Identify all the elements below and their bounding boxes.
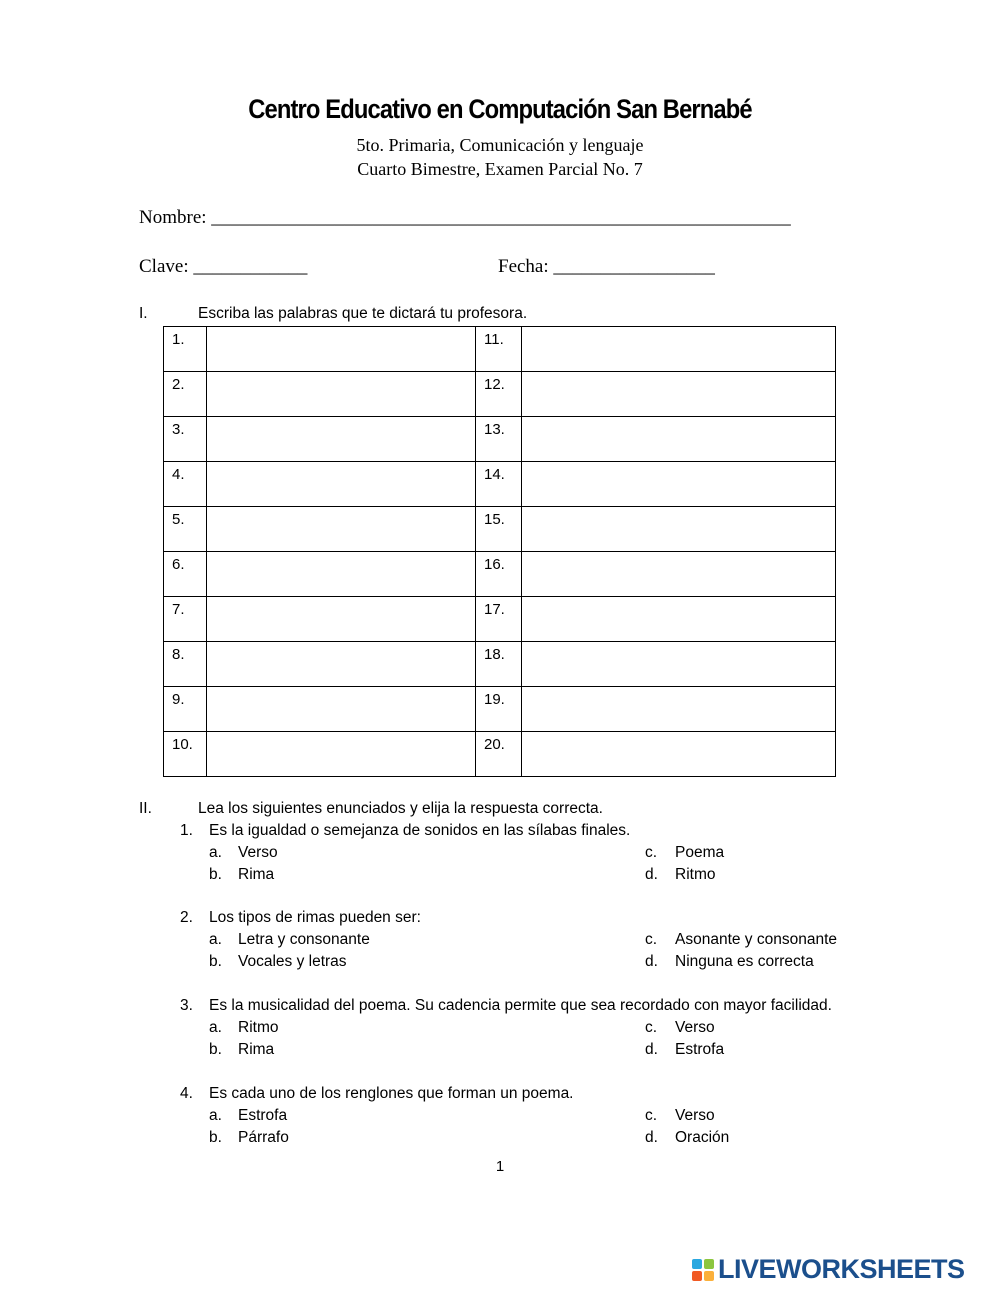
answer-cell[interactable] [207, 327, 476, 372]
row-number: 16. [476, 552, 522, 597]
row-number: 5. [164, 507, 207, 552]
option-text[interactable]: Ninguna es correcta [675, 953, 814, 970]
option-letter: d. [645, 866, 658, 883]
section1-number: I. [139, 305, 148, 322]
table-row [164, 732, 836, 777]
option-text[interactable]: Letra y consonante [238, 931, 370, 948]
row-number: 9. [164, 687, 207, 732]
option-text[interactable]: Estrofa [675, 1041, 725, 1058]
option-letter: d. [645, 1041, 658, 1058]
question-text: Es cada uno de los renglones que forman un poema. [209, 1085, 574, 1102]
answer-cell[interactable] [207, 462, 476, 507]
table-row [164, 507, 836, 552]
option-text[interactable]: Rima [238, 866, 275, 883]
question-number: 3. [180, 997, 193, 1014]
section1-instruction: Escriba las palabras que te dictará tu profesora. [198, 305, 528, 322]
row-number: 15. [476, 507, 522, 552]
fecha-field[interactable]: Fecha: _________________ [498, 256, 715, 277]
row-number: 11. [476, 327, 522, 372]
row-number: 4. [164, 462, 207, 507]
logo-block [692, 1271, 702, 1281]
exam-subtitle: Cuarto Bimestre, Examen Parcial No. 7 [357, 159, 643, 179]
answer-cell[interactable] [522, 327, 836, 372]
dictation-table [163, 326, 836, 777]
logo-text: LIVEWORKSHEETS [718, 1254, 965, 1284]
row-number: 3. [164, 417, 207, 462]
row-number: 18. [476, 642, 522, 687]
option-letter: c. [645, 1019, 658, 1036]
option-text[interactable]: Ritmo [238, 1019, 279, 1036]
row-number: 6. [164, 552, 207, 597]
option-text[interactable]: Vocales y letras [238, 953, 347, 970]
row-number: 10. [164, 732, 207, 777]
answer-cell[interactable] [522, 732, 836, 777]
option-letter: c. [645, 1107, 658, 1124]
page-number: 1 [495, 1158, 505, 1175]
answer-cell[interactable] [522, 417, 836, 462]
row-number: 19. [476, 687, 522, 732]
option-text[interactable]: Oración [675, 1129, 730, 1146]
table-row [164, 552, 836, 597]
nombre-field[interactable]: Nombre: _____________________________________________________________ [139, 207, 791, 228]
question-text: Es la musicalidad del poema. Su cadencia permite que sea recordado con mayor facilidad. [209, 997, 832, 1014]
option-text[interactable]: Asonante y consonante [675, 931, 838, 948]
answer-cell[interactable] [522, 462, 836, 507]
row-number: 2. [164, 372, 207, 417]
answer-cell[interactable] [207, 642, 476, 687]
school-title: Centro Educativo en Computación San Bernabé [248, 94, 752, 124]
option-text[interactable]: Rima [238, 1041, 275, 1058]
section2-number: II. [139, 800, 152, 817]
row-number: 8. [164, 642, 207, 687]
answer-cell[interactable] [522, 507, 836, 552]
option-letter: b. [209, 1129, 222, 1146]
option-text[interactable]: Verso [675, 1019, 715, 1036]
logo-block [692, 1259, 702, 1269]
question-number: 2. [180, 909, 193, 926]
table-row [164, 417, 836, 462]
answer-cell[interactable] [207, 597, 476, 642]
option-text[interactable]: Verso [675, 1107, 715, 1124]
answer-cell[interactable] [207, 732, 476, 777]
answer-cell[interactable] [207, 687, 476, 732]
answer-cell[interactable] [522, 597, 836, 642]
answer-cell[interactable] [207, 552, 476, 597]
option-letter: c. [645, 844, 658, 861]
option-text[interactable]: Estrofa [238, 1107, 288, 1124]
option-text[interactable]: Poema [675, 844, 725, 861]
question-number: 1. [180, 822, 193, 839]
table-row [164, 372, 836, 417]
row-number: 13. [476, 417, 522, 462]
course-subtitle: 5to. Primaria, Comunicación y lenguaje [356, 135, 644, 155]
question-text: Es la igualdad o semejanza de sonidos en las sílabas finales. [209, 822, 631, 839]
option-letter: b. [209, 1041, 222, 1058]
logo-block [704, 1271, 714, 1281]
logo-blocks-icon [692, 1259, 714, 1281]
option-letter: a. [209, 844, 222, 861]
option-text[interactable]: Párrafo [238, 1129, 289, 1146]
question-text: Los tipos de rimas pueden ser: [209, 909, 421, 926]
liveworksheets-logo [692, 1254, 965, 1285]
logo-block [704, 1259, 714, 1269]
table-row [164, 642, 836, 687]
row-number: 1. [164, 327, 207, 372]
row-number: 12. [476, 372, 522, 417]
row-number: 14. [476, 462, 522, 507]
answer-cell[interactable] [522, 552, 836, 597]
option-letter: d. [645, 1129, 658, 1146]
option-letter: d. [645, 953, 658, 970]
option-text[interactable]: Ritmo [675, 866, 716, 883]
clave-field[interactable]: Clave: ____________ [139, 256, 308, 277]
option-letter: b. [209, 953, 222, 970]
row-number: 7. [164, 597, 207, 642]
option-letter: c. [645, 931, 658, 948]
row-number: 20. [476, 732, 522, 777]
answer-cell[interactable] [207, 507, 476, 552]
table-row [164, 327, 836, 372]
option-letter: b. [209, 866, 222, 883]
answer-cell[interactable] [522, 642, 836, 687]
question-number: 4. [180, 1085, 193, 1102]
option-letter: a. [209, 1107, 222, 1124]
section2-instruction: Lea los siguientes enunciados y elija la respuesta correcta. [198, 800, 603, 817]
answer-cell[interactable] [522, 372, 836, 417]
option-text[interactable]: Verso [238, 844, 278, 861]
option-letter: a. [209, 1019, 222, 1036]
answer-cell[interactable] [207, 372, 476, 417]
answer-cell[interactable] [522, 687, 836, 732]
table-row [164, 462, 836, 507]
table-row [164, 687, 836, 732]
answer-cell[interactable] [207, 417, 476, 462]
option-letter: a. [209, 931, 222, 948]
table-row [164, 597, 836, 642]
row-number: 17. [476, 597, 522, 642]
